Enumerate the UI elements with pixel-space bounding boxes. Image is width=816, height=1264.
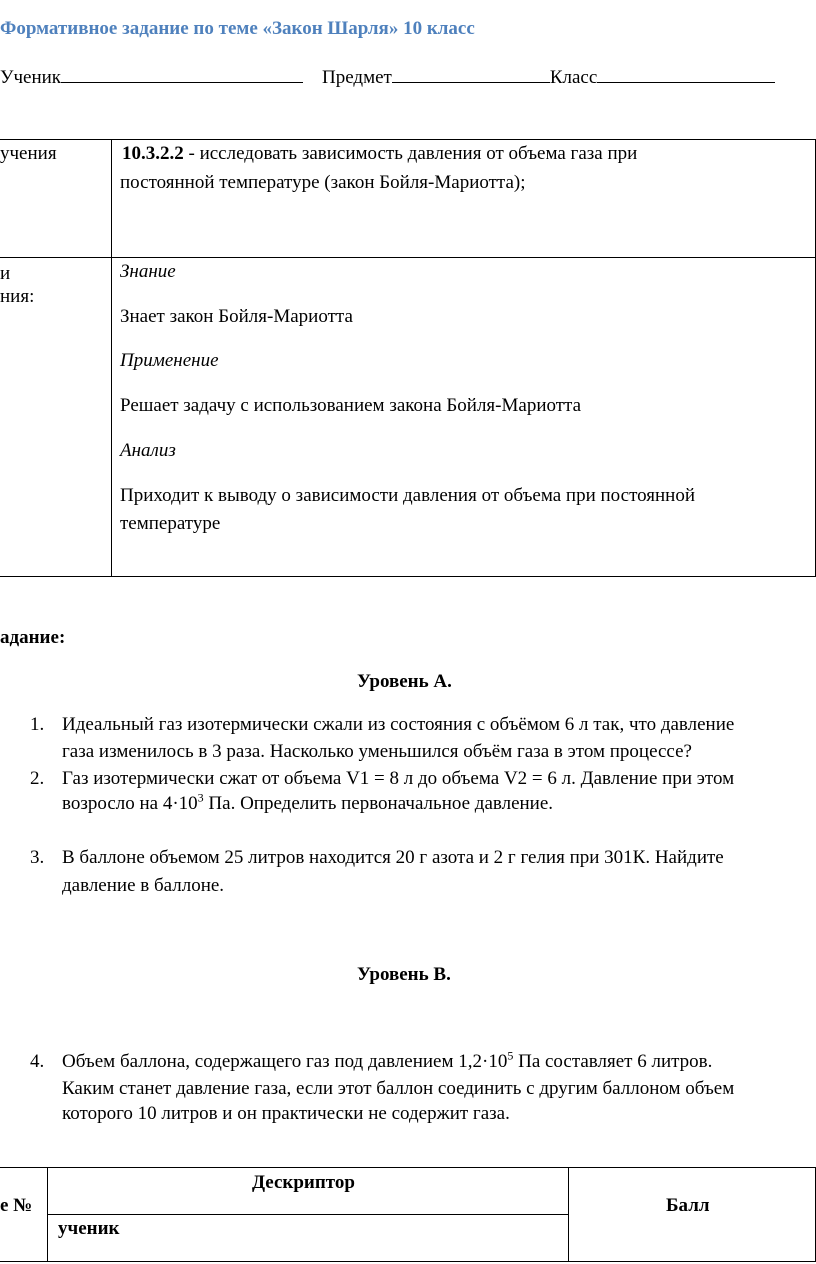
table-row-divider (0, 257, 816, 258)
desc-table-border-bottom (0, 1261, 816, 1262)
desc-table-border-top (0, 1167, 816, 1168)
task-2-line2-post: Па. Определить первоначальное давление. (203, 793, 554, 814)
task-4-line2: Каким станет давление газа, если этот баллон соединить с другим баллоном объем (62, 1078, 735, 1099)
level-b-heading: Уровень В. (357, 964, 451, 985)
task-1-line2: газа изменилось в 3 раза. Насколько уменьшился объём газа в этом процессе? (62, 741, 692, 762)
task-2-line2-pre: возросло на 4·10 (62, 793, 198, 814)
task-2-line2 (62, 790, 554, 815)
desc-col1-header: е № (0, 1195, 33, 1216)
task-number: 4. (30, 1051, 45, 1072)
task-4-exponent: 5 (507, 1048, 514, 1063)
student-field (0, 64, 303, 89)
task-2-exponent: 3 (197, 790, 204, 805)
level-analysis-desc-line2: температуре (120, 513, 221, 534)
subject-label: Предмет (322, 67, 392, 88)
subject-field (322, 64, 775, 89)
objective-line1 (122, 143, 637, 165)
page-title: Формативное задание по теме «Закон Шарля» 10 класс (0, 18, 475, 39)
desc-col2-header: Дескриптор (252, 1172, 355, 1193)
desc-col2-sub: ученик (58, 1218, 120, 1239)
task-1-line1: Идеальный газ изотермически сжали из состояния с объёмом 6 л так, что давление (62, 714, 735, 735)
student-blank (61, 64, 303, 83)
task-4-line1-pre: Объем баллона, содержащего газ под давлением 1,2·10 (62, 1051, 508, 1072)
table-border-top (0, 139, 816, 140)
level-knowledge: Знание (120, 261, 176, 282)
level-application: Применение (120, 350, 219, 371)
desc-table-col2-divider (568, 1167, 569, 1262)
task-4-line1 (62, 1048, 713, 1073)
table-col-divider (111, 139, 112, 577)
task-2-line1: Газ изотермически сжат от объема V1 = 8 л до объема V2 = 6 л. Давление при этом (62, 768, 735, 789)
class-blank (597, 64, 775, 83)
assignment-label: адание: (0, 627, 66, 648)
task-4-line3: которого 10 литров и он практически не содержит газа. (62, 1103, 510, 1124)
desc-table-sub-divider (47, 1214, 568, 1215)
table-border-bottom (0, 576, 816, 577)
class-label: Класс (549, 67, 598, 88)
objective-code: 10.3.2.2 (122, 143, 184, 164)
row2-label-line1: и (0, 263, 11, 284)
desc-table-col1-divider (47, 1167, 48, 1262)
level-application-desc: Решает задачу с использованием закона Бойля-Мариотта (120, 395, 582, 416)
level-a-heading: Уровень А. (357, 671, 452, 692)
task-3-line2: давление в баллоне. (62, 875, 225, 896)
objective-text1: - исследовать зависимость давления от объема газа при (183, 143, 638, 164)
student-label: Ученик (0, 67, 62, 88)
level-analysis-desc-line1: Приходит к выводу о зависимости давления от объема при постоянной (120, 485, 696, 506)
subject-blank (392, 64, 550, 83)
desc-col3-header: Балл (666, 1195, 710, 1216)
task-3-line1: В баллоне объемом 25 литров находится 20 г азота и 2 г гелия при 301К. Найдите (62, 847, 724, 868)
row1-label: учения (0, 143, 57, 164)
task-4-line1-post: Па составляет 6 литров. (513, 1051, 713, 1072)
objective-line2: постоянной температуре (закон Бойля-Мариотта); (120, 172, 526, 193)
row2-label-line2: ния: (0, 286, 35, 307)
task-number: 3. (30, 847, 45, 868)
task-number: 2. (30, 768, 45, 789)
level-knowledge-desc: Знает закон Бойля-Мариотта (120, 306, 353, 327)
level-analysis: Анализ (120, 440, 176, 461)
task-number: 1. (30, 714, 45, 735)
